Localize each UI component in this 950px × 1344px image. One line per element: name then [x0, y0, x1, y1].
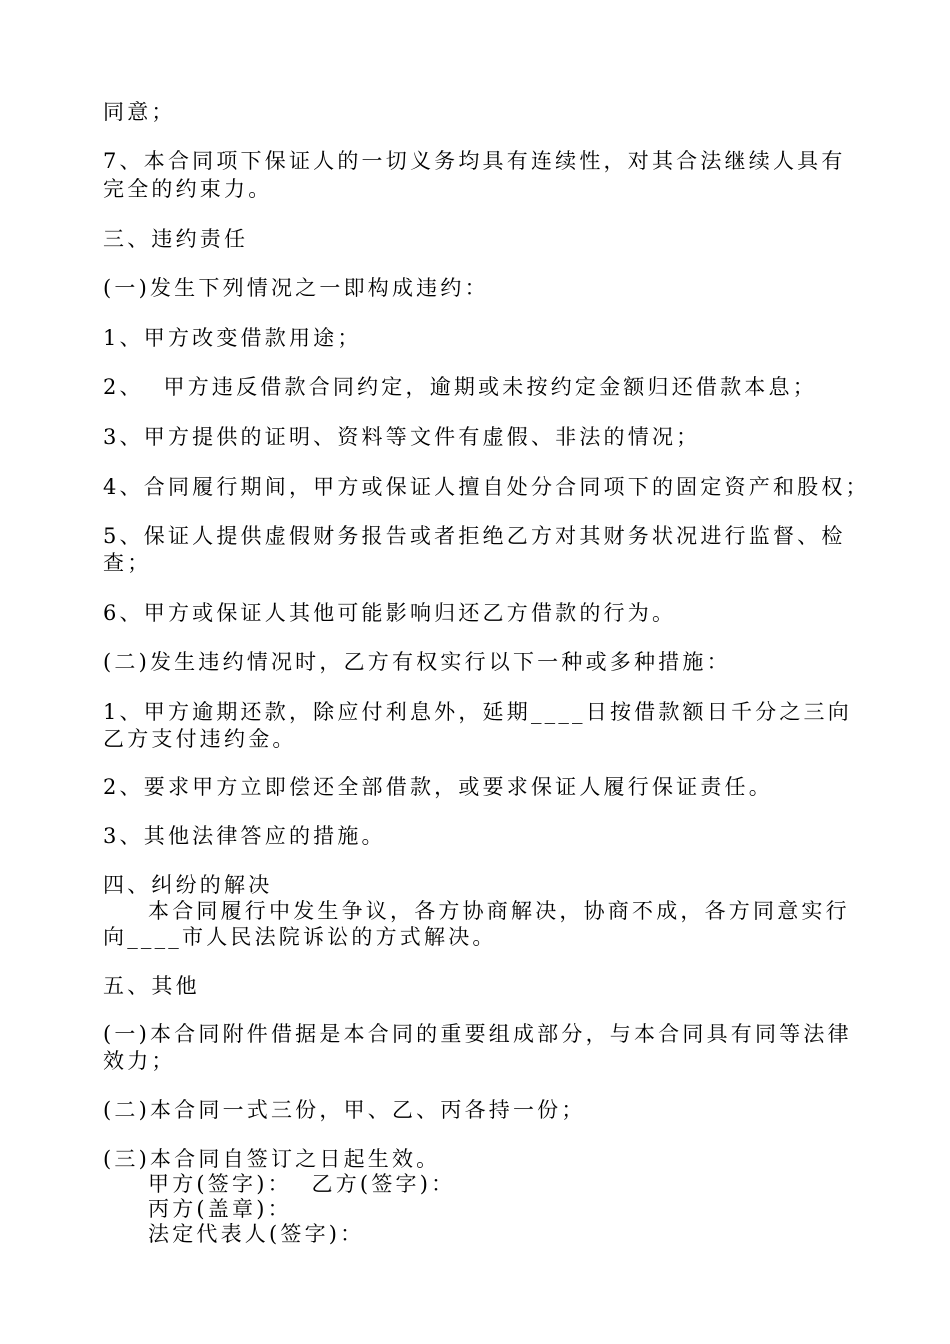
section-heading: 五、其他: [103, 974, 200, 998]
text-line: 7、本合同项下保证人的一切义务均具有连续性，对其合法继续人具有: [103, 149, 846, 173]
text-line: 3、甲方提供的证明、资料等文件有虚假、非法的情况；: [103, 425, 701, 449]
text-line: 2、要求甲方立即偿还全部借款，或要求保证人履行保证责任。: [103, 775, 773, 799]
text-line: 向____市人民法院诉讼的方式解决。: [103, 925, 497, 949]
text-line: 2、 甲方违反借款合同约定，逾期或未按约定金额归还借款本息；: [103, 375, 817, 399]
text-line: (三)本合同自签订之日起生效。: [103, 1147, 441, 1171]
text-line: (一)发生下列情况之一即构成违约：: [103, 276, 489, 300]
text-line: 4、合同履行期间，甲方或保证人擅自处分合同项下的固定资产和股权；: [103, 475, 870, 499]
text-line: 5、保证人提供虚假财务报告或者拒绝乙方对其财务状况进行监督、检: [103, 524, 846, 548]
text-line: 6、甲方或保证人其他可能影响归还乙方借款的行为。: [103, 601, 677, 625]
signature-line: 甲方(签字)： 乙方(签字)：: [148, 1172, 456, 1196]
text-line: 1、甲方改变借款用途；: [103, 326, 362, 350]
section-heading: 四、纠纷的解决: [103, 873, 273, 897]
text-line: 乙方支付违约金。: [103, 727, 297, 751]
text-line: 3、其他法律答应的措施。: [103, 824, 386, 848]
section-heading: 三、违约责任: [103, 227, 249, 251]
text-line: 同意；: [103, 100, 176, 124]
text-line: (一)本合同附件借据是本合同的重要组成部分，与本合同具有同等法律: [103, 1022, 852, 1046]
text-line: 1、甲方逾期还款，除应付利息外，延期____日按借款额日千分之三向: [103, 700, 852, 724]
text-line: 效力；: [103, 1049, 176, 1073]
signature-line: 法定代表人(签字)：: [148, 1222, 365, 1246]
text-line: (二)发生违约情况时，乙方有权实行以下一种或多种措施：: [103, 650, 731, 674]
text-line: (二)本合同一式三份，甲、乙、丙各持一份；: [103, 1098, 586, 1122]
text-line: 查；: [103, 551, 152, 575]
text-line: 完全的约束力。: [103, 177, 273, 201]
signature-line: 丙方(盖章)：: [148, 1197, 292, 1221]
text-line: 本合同履行中发生争议，各方协商解决，协商不成，各方同意实行: [148, 899, 850, 923]
